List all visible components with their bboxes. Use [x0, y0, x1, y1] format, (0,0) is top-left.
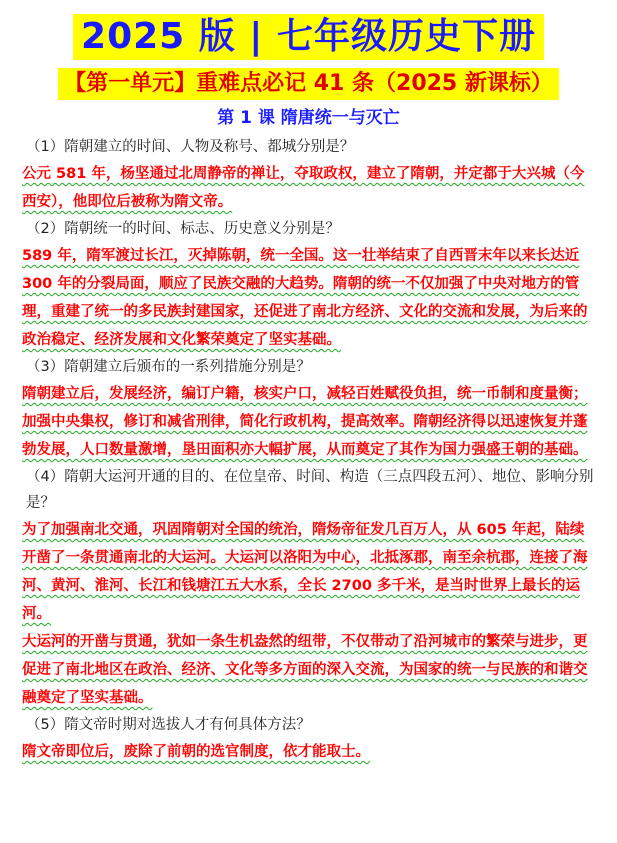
- qa-list: [22, 134, 598, 766]
- subtitle-banner: [0, 68, 617, 100]
- question-2: （2）隋朝统一的时间、标志、历史意义分别是？: [26, 221, 340, 237]
- answer-4a: [22, 516, 598, 628]
- answer-2-text: 589 年，隋军渡过长江，灭掉陈朝，统一全国。这一壮举结束了自西晋末年以来长达近 300 年的分裂局面，顺应了民族交融的大趋势。隋朝的统一不仅加强了中央对地方的管理，重建了统一的多民族封建国家，还促进了南北方经济、文化的交流和发展，为后来的政治稳定、经济发展和文化繁荣奠定了坚实基础。: [22, 248, 588, 348]
- answer-1: [22, 160, 598, 216]
- question-4: （4）隋朝大运河开通的目的、在位皇帝、时间、构造（三点四段五河）、地位、影响分别是？: [26, 469, 594, 511]
- lesson-heading: 第 1 课 隋唐统一与灭亡: [217, 108, 400, 128]
- answer-3: [22, 380, 598, 464]
- answer-5: [22, 738, 598, 766]
- answer-2: [22, 242, 598, 354]
- answer-4b-text: 大运河的开凿与贯通，犹如一条生机盎然的纽带，不仅带动了沿河城市的繁荣与进步，更促进了南北地区在政治、经济、文化等多方面的深入交流，为国家的统一与民族的和谐交融奠定了坚实基础。: [22, 634, 588, 706]
- question-5: （5）隋文帝时期对选拔人才有何具体方法？: [26, 717, 311, 733]
- answer-5-text: 隋文帝即位后，废除了前朝的选官制度，依才能取士。: [22, 744, 370, 760]
- answer-1-text: 公元 581 年，杨坚通过北周静帝的禅让，夺取政权，建立了隋朝，并定都于大兴城（今西安），他即位后被称为隋文帝。: [22, 166, 585, 210]
- unit-subtitle: 【第一单元】重难点必记 41 条（2025 新课标）: [58, 68, 559, 100]
- answer-4a-text: 为了加强南北交通，巩固隋朝对全国的统治，隋炀帝征发几百万人，从 605 年起，陆续开凿了一条贯通南北的大运河。大运河以洛阳为中心，北抵涿郡，南至余杭郡，连接了海河、黄河、淮河、长江和钱塘江五大水系，全长 2700 多千米，是当时世界上最长的运河。: [22, 522, 588, 622]
- answer-4b: [22, 628, 598, 712]
- question-1: （1）隋朝建立的时间、人物及称号、都城分别是？: [26, 139, 355, 155]
- title-banner: [0, 14, 617, 60]
- question-3: （3）隋朝建立后颁布的一系列措施分别是？: [26, 359, 311, 375]
- answer-3-text: 隋朝建立后，发展经济，编订户籍，核实户口，减轻百姓赋役负担，统一币制和度量衡；加强中央集权，修订和减省刑律，简化行政机构，提高效率。隋朝经济得以迅速恢复并蓬勃发展，人口数量激增，垦田面积亦大幅扩展，从而奠定了其作为国力强盛王朝的基础。: [22, 386, 588, 458]
- page-title: 2025 版 | 七年级历史下册: [73, 14, 544, 60]
